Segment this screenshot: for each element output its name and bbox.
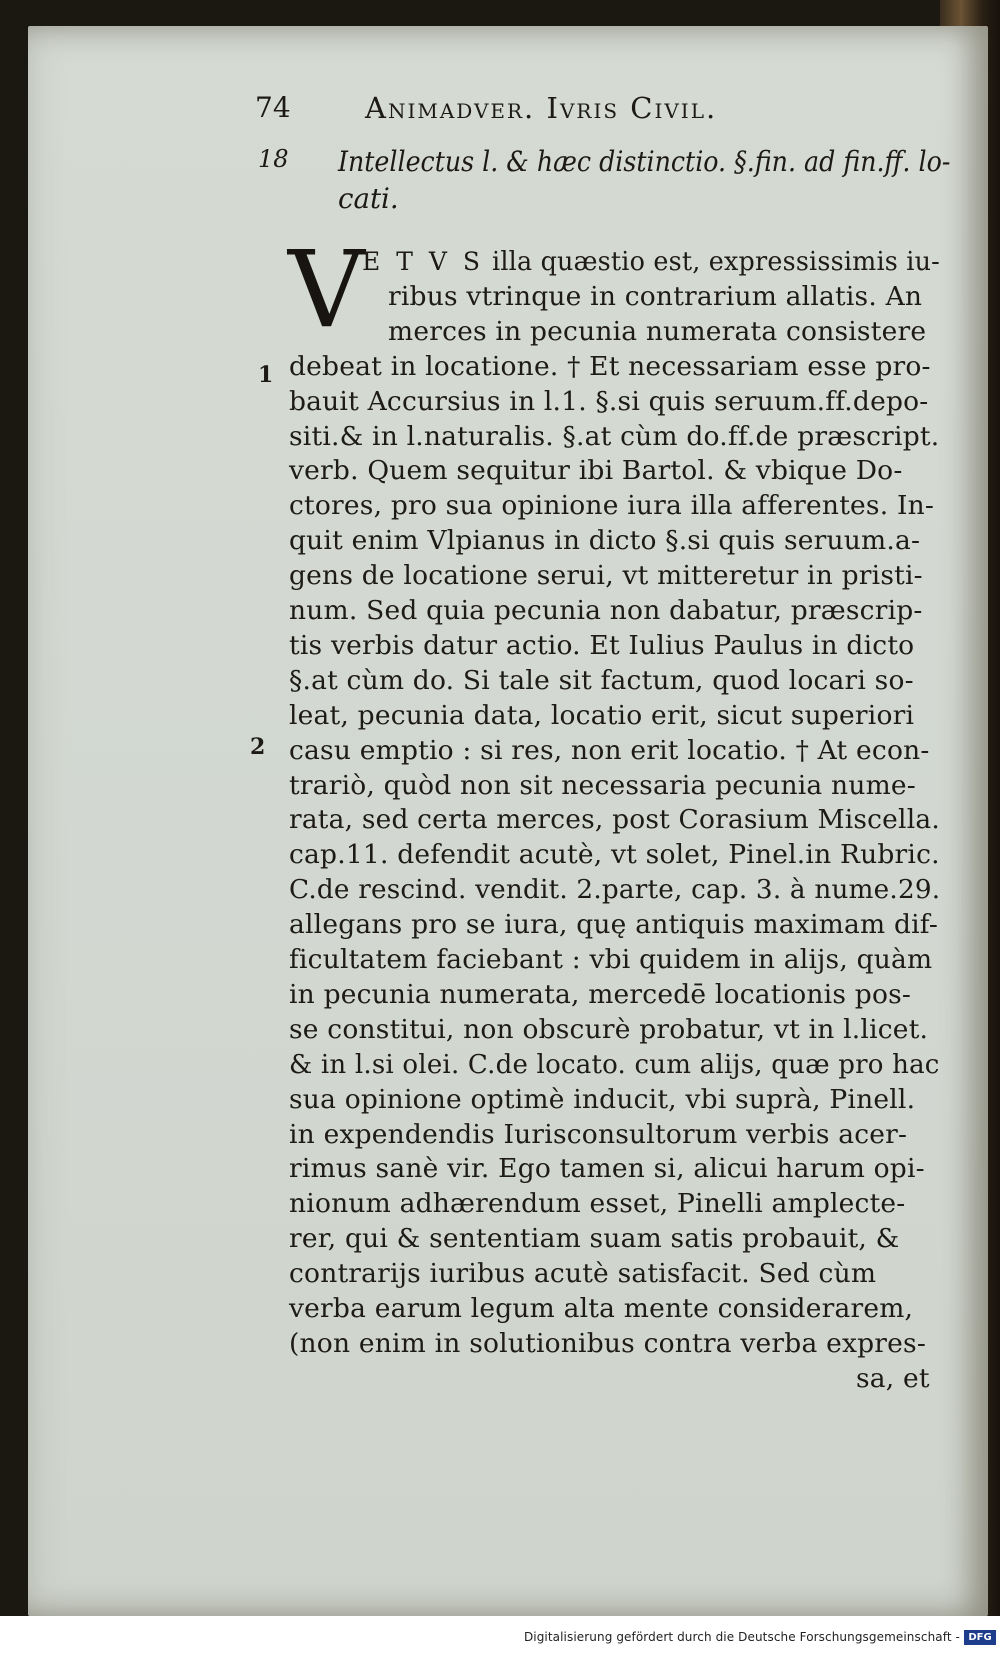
text-line: verb. Quem sequitur ibi Bartol. & vbique Do- (289, 455, 903, 487)
text-line: & in l.si olei. C.de locato. cum alijs, quæ pro hac (289, 1048, 940, 1080)
text-line: gens de locatione serui, vt mitteretur in pristi- (289, 560, 923, 592)
text-line: C.de rescind. vendit. 2.parte, cap. 3. à nume.29. (289, 874, 941, 906)
page-number: 74 (255, 91, 291, 124)
text-line: bauit Accursius in l.1. §.si quis seruum.ff.depo- (289, 385, 929, 417)
text-line: in pecunia numerata, mercedē locationis pos- (289, 978, 912, 1010)
section-number: 18 (258, 145, 289, 173)
text-line: ficultatem faciebant : vbi quidem in alijs, quàm (289, 944, 933, 975)
text-line: cap.11. defendit acutè, vt solet, Pinel.in Rubric. (289, 839, 940, 871)
text-line: merces in pecunia numerata consistere (388, 315, 927, 347)
heading-line: cati. (338, 182, 399, 215)
text-line: num. Sed quia pecunia non dabatur, præscrip- (289, 595, 923, 626)
dfg-logo: DFG (964, 1630, 996, 1645)
heading-line: Intellectus l. & hæc distinctio. §.fin. ad fin.ff. lo- (338, 145, 951, 178)
footer-band (0, 1616, 1000, 1658)
text-line: trariò, quòd non sit necessaria pecunia nume- (289, 769, 916, 801)
text-line: rer, qui & sententiam suam satis probauit, & (289, 1223, 900, 1255)
text-line: sa, et (856, 1362, 930, 1394)
text-line: siti.& in l.naturalis. §.at cùm do.ff.de præscript. (289, 420, 940, 452)
text-line: verba earum legum alta mente considerarem, (289, 1293, 914, 1324)
text-line: nionum adhærendum esset, Pinelli amplecte- (289, 1188, 906, 1220)
text-line: casu emptio : si res, non erit locatio. † At econ- (289, 734, 930, 766)
text-line: in expendendis Iurisconsultorum verbis acer- (289, 1118, 908, 1150)
text-line: sua opinione optimè inducit, vbi suprà, Pinell. (289, 1083, 916, 1115)
margin-number: 1 (258, 362, 274, 388)
text-line: debeat in locatione. † Et necessariam esse pro- (289, 350, 931, 382)
text-line: ctores, pro sua opinione iura illa afferentes. In- (289, 490, 935, 522)
text-line: (non enim in solutionibus contra verba expres- (289, 1327, 926, 1359)
text-line: leat, pecunia data, locatio erit, sicut superiori (289, 699, 915, 731)
text-line: quit enim Vlpianus in dicto §.si quis seruum.a- (289, 525, 921, 557)
margin-number: 2 (250, 734, 266, 760)
text-line: rimus sanè vir. Ego tamen si, alicui harum opi- (289, 1153, 925, 1185)
text-line: §.at cùm do. Si tale sit factum, quod locari so- (289, 664, 914, 696)
funding-credit: Digitalisierung gefördert durch die Deutsche Forschungsgemeinschaft - (523, 1630, 960, 1644)
text-line: rata, sed certa merces, post Corasium Miscella. (289, 804, 940, 836)
text-line: ribus vtrinque in contrarium allatis. An (388, 280, 923, 312)
section-heading (338, 143, 958, 217)
text-line: tis verbis datur actio. Et Iulius Paulus in dicto (289, 629, 915, 661)
text-line: allegans pro se iura, quę antiquis maximam dif- (289, 909, 938, 941)
running-head: Animadver. Ivris Civil. (365, 91, 718, 125)
drop-cap: V (288, 228, 365, 351)
text-line: contrarijs iuribus acutè satisfacit. Sed cùm (289, 1258, 877, 1290)
first-word-caps: E T V S (362, 247, 484, 276)
page-header (255, 91, 895, 131)
text-line: se constitui, non obscurè probatur, vt in l.licet. (289, 1013, 929, 1045)
text-line: illa quæstio est, expressissimis iu- (492, 246, 940, 277)
